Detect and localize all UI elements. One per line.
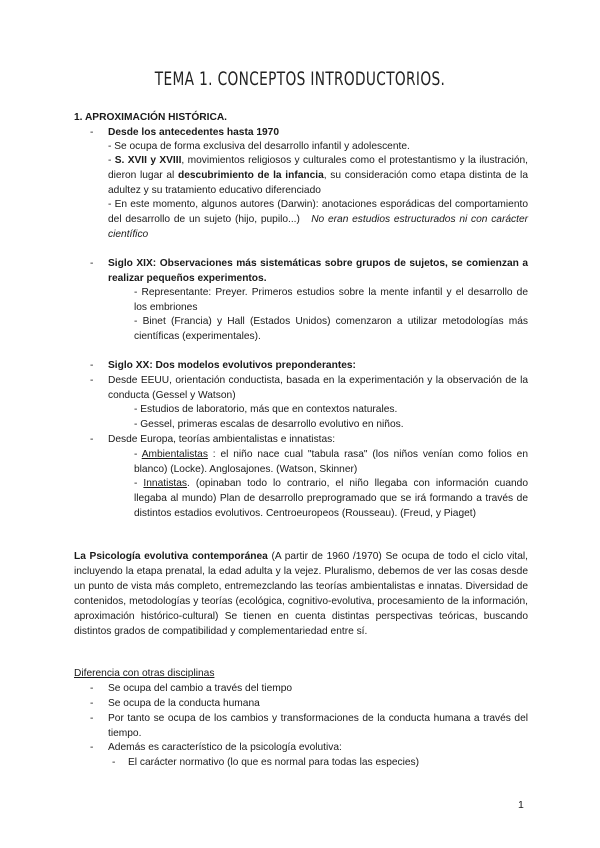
page-number: 1 — [518, 799, 524, 811]
item-paragraph-darwin: - En este momento, algunos autores (Darwin): anotaciones esporádicas del comportamiento del desarrollo de un sujeto (hijo, pupilo...) No eran estudios estructurados ni con carácter científico — [108, 199, 529, 240]
sub-item-ambientalistas: - Ambientalistas : el niño nace cual "tabula rasa" (los niños venían como folios en blanco) (Locke). Anglosajones. (Watson, Skinner) — [134, 449, 528, 475]
section-heading-diferencias: Diferencia con otras disciplinas — [74, 668, 215, 679]
item-paragraph-eeuu: Desde EEUU, orientación conductista, basada en la experimentación y la observación de la conducta (Gessel y Watson) — [108, 375, 528, 401]
item-line-binet: - Binet (Francia) y Hall (Estados Unidos) comenzaron a utilizar metodologías más científicas (experimentales). — [134, 316, 528, 342]
sub-item-gessel: - Gessel, primeras escalas de desarrollo evolutivo en niños. — [134, 419, 404, 430]
item-paragraph-ilustracion: - S. XVII y XVIII, movimientos religiosos y culturales como el protestantismo y la ilustración, dieron lugar al descubrimiento de la infancia, su consideración como etapa distinta de la adultez y su tratamiento educativo diferenciado — [108, 155, 528, 196]
page-title: TEMA 1. CONCEPTOS INTRODUCTORIOS. — [154, 68, 446, 90]
bullet-dash: - — [90, 698, 94, 709]
bullet-dash: - — [90, 683, 94, 694]
item-heading-siglo-xx: Siglo XX: Dos modelos evolutivos preponderantes: — [108, 360, 356, 371]
list-item: Además es característico de la psicología evolutiva: — [108, 742, 342, 753]
bullet-dash: - — [90, 713, 94, 724]
item-line-preyer: - Representante: Preyer. Primeros estudios sobre la mente infantil y el desarrollo de los embriones — [134, 287, 528, 313]
sub-item-innatistas: - Innatistas. (opinaban todo lo contrario, el niño llegaba con información cuando llegaba al mundo) Plan de desarrollo preprogramado que se irá formando a través de distintos estadios evolutivos. Centroeuropeos (Rousseau). (Freud, y Piaget) — [134, 478, 528, 519]
bullet-dash: - — [90, 375, 94, 386]
paragraph-psicologia-contemporanea: La Psicología evolutiva contemporánea (A partir de 1960 /1970) Se ocupa de todo el ciclo vital, incluyendo la etapa prenatal, la edad adulta y la vejez. Pluralismo, debemos de ver las cosas desde un punto de vista más completo, entremezclando las teorías ambientalistas e innatas. Diversidad de contenidos, metodologías y teorías (ecológica, cognitivo-evolutiva, procesamiento de la información, aproximación histórico-cultural) Se tienen en cuenta distintas perspectivas teóricas, buscando distintos grados de compatibilidad y complementariedad entre sí. — [74, 551, 528, 637]
item-heading-siglo-xix: Siglo XIX: Observaciones más sistemáticas sobre grupos de sujetos, se comienzan a realizar pequeños experimentos. — [108, 258, 528, 284]
list-item: Se ocupa del cambio a través del tiempo — [108, 683, 293, 694]
bullet-dash: - — [90, 742, 94, 753]
list-item: Se ocupa de la conducta humana — [108, 698, 260, 709]
bullet-dash: - — [90, 127, 94, 138]
bullet-dash: - — [90, 258, 94, 269]
bullet-dash: - — [90, 434, 94, 445]
item-paragraph-europa: Desde Europa, teorías ambientalistas e innatistas: — [108, 434, 336, 445]
sub-item-laboratorio: - Estudios de laboratorio, más que en contextos naturales. — [134, 404, 398, 415]
bullet-dash: - — [112, 757, 116, 768]
item-line: - Se ocupa de forma exclusiva del desarrollo infantil y adolescente. — [108, 141, 410, 152]
sub-list-item: El carácter normativo (lo que es normal para todas las especies) — [128, 757, 420, 768]
bullet-dash: - — [90, 360, 94, 371]
list-item: Por tanto se ocupa de los cambios y transformaciones de la conducta humana a través del tiempo. — [108, 713, 528, 739]
section-heading-historical: 1. APROXIMACIÓN HISTÓRICA. — [74, 112, 228, 123]
item-heading-antecedentes: Desde los antecedentes hasta 1970 — [108, 127, 280, 138]
